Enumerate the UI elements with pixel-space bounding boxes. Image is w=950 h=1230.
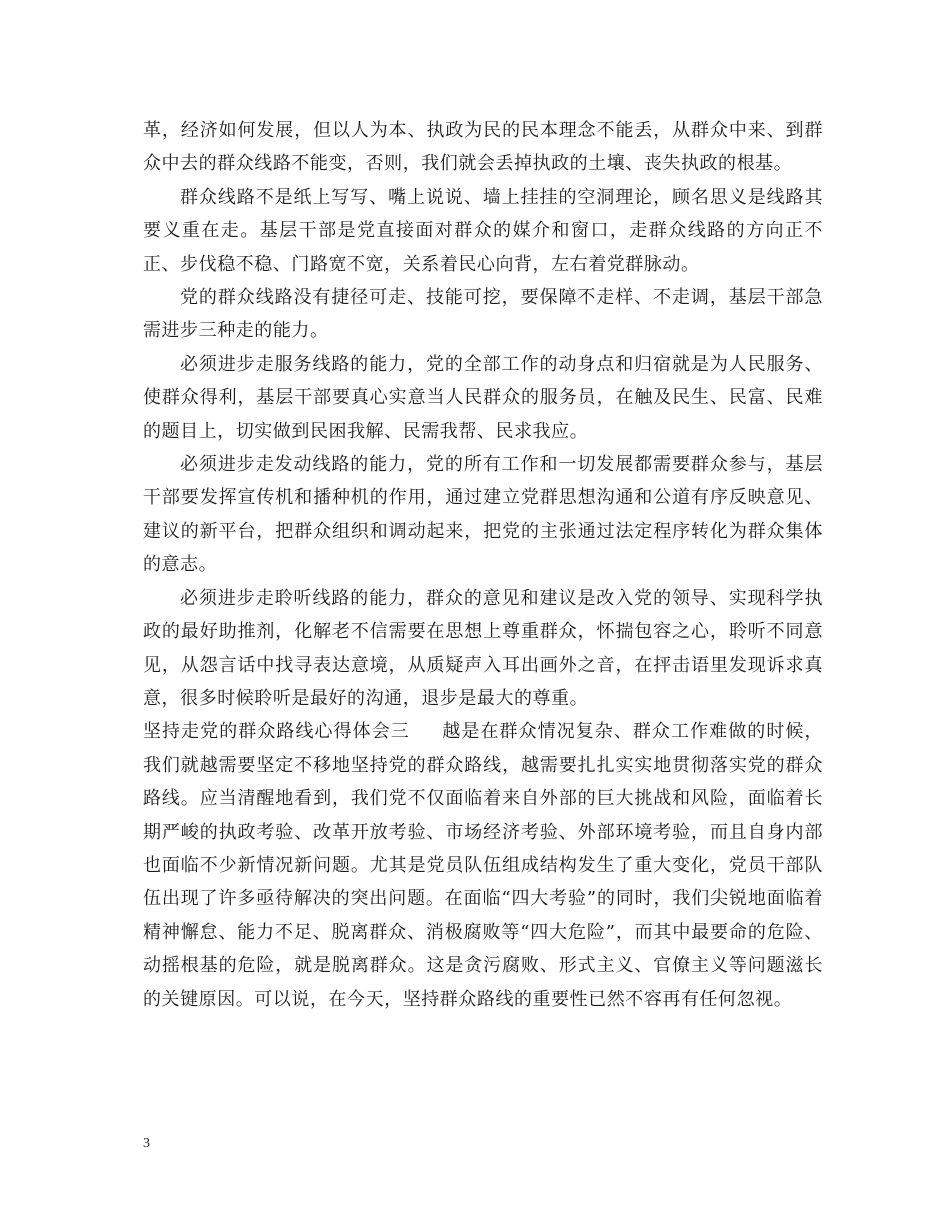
paragraph-three-abilities: 党的群众线路没有捷径可走、技能可挖，要保障不走样、不走调，基层干部急需进步三种走的能力。 bbox=[143, 287, 823, 342]
page-number: 3 bbox=[143, 1136, 150, 1151]
paragraph-service-ability: 必须进步走服务线路的能力，党的全部工作的动身点和归宿就是为人民服务、使群众得利，基层干部要真心实意当人民群众的服务员，在触及民生、民富、民难的题目上，切实做到民困我解、民需我帮、民求我应。 bbox=[143, 353, 823, 442]
paragraph-mass-line-walk: 群众线路不是纸上写写、嘴上说说、墙上挂挂的空洞理论，顾名思义是线路其要义重在走。基层干部是党直接面对群众的媒介和窗口，走群众线路的方向正不正、步伐稳不稳、门路宽不宽，关系着民心向背，左右着党群脉动。 bbox=[143, 186, 823, 275]
paragraph-listen-ability: 必须进步走聆听线路的能力，群众的意见和建议是改入党的领导、实现科学执政的最好助推剂，化解老不信需要在思想上尊重群众，怀揣包容之心，聆听不同意见，从怨言话中找寻表达意境，从质疑声入耳出画外之音，在抨击语里发现诉求真意，很多时候聆听是最好的沟通，退步是最大的尊重。 bbox=[143, 587, 823, 709]
section-title: 坚持走党的群众路线心得体会三 bbox=[143, 721, 410, 743]
section-paragraph bbox=[143, 715, 823, 1016]
paragraph-mobilize-ability: 必须进步走发动线路的能力，党的所有工作和一切发展都需要群众参与，基层干部要发挥宣传机和播种机的作用，通过建立党群思想沟通和公道有序反映意见、建议的新平台，把群众组织和调动起来，把党的主张通过法定程序转化为群众集体的意志。 bbox=[143, 454, 823, 576]
section-text: 越是在群众情况复杂、群众工作难做的时候，我们就越需要坚定不移地坚持党的群众路线，越需要扎扎实实地贯彻落实党的群众路线。应当清醒地看到，我们党不仅面临着来自外部的巨大挑战和风险，面临着长期严峻的执政考验、改革开放考验、市场经济考验、外部环境考验，而且自身内部也面临不少新情况新问题。尤其是党员队伍组成结构发生了重大变化，党员干部队伍出现了许多亟待解决的突出问题。在面临“四大考验”的同时，我们尖锐地面临着精神懈怠、能力不足、脱离群众、消极腐败等“四大危险”，而其中最要命的危险、动摇根基的危险，就是脱离群众。这是贪污腐败、形式主义、官僚主义等问题滋长的关键原因。可以说，在今天，坚持群众路线的重要性已然不容再有任何忽视。 bbox=[143, 721, 824, 1010]
paragraph-continuation: 革，经济如何发展，但以人为本、执政为民的民本理念不能丢，从群众中来、到群众中去的群众线路不能变，否则，我们就会丢掉执政的土壤、丧失执政的根基。 bbox=[143, 120, 823, 175]
document-body bbox=[143, 114, 823, 1016]
